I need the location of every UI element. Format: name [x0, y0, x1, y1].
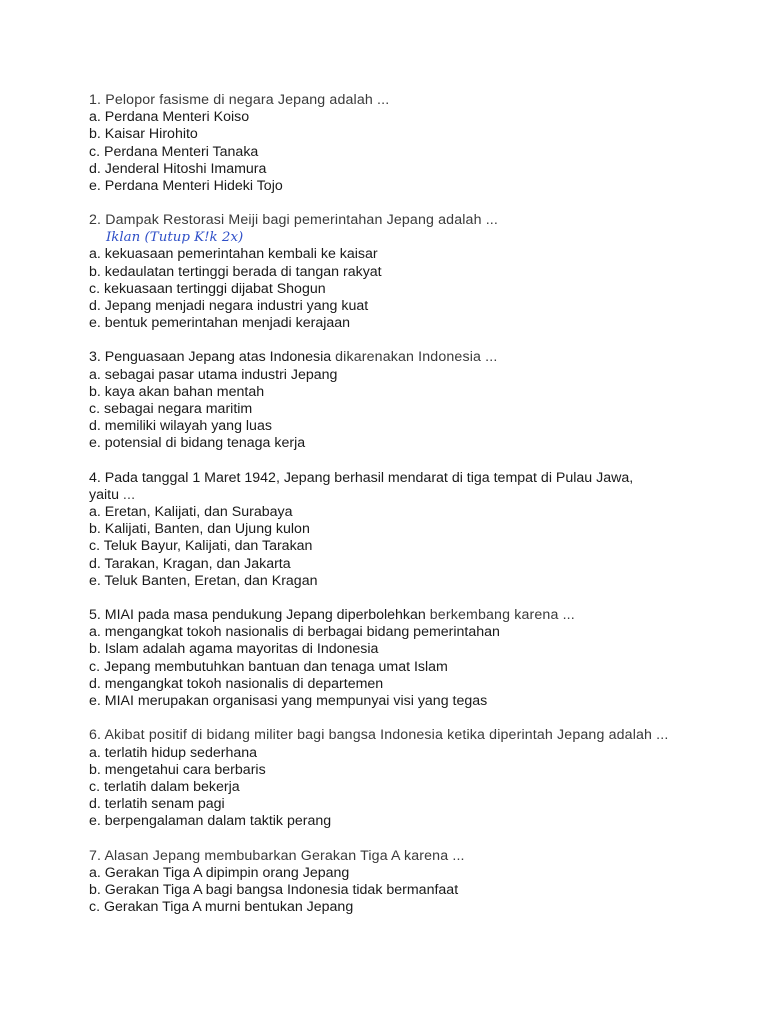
question-6-option-a: a. terlatih hidup sederhana — [89, 744, 258, 761]
question-3-option-d: d. memiliki wilayah yang luas — [89, 418, 272, 435]
question-7-stem — [89, 848, 729, 865]
quiz-content — [89, 92, 729, 933]
question-6-stem-text: 6. Akibat positif di bidang militer bagi bangsa Indonesia ketika diperintah Jepang adalah ... — [89, 727, 669, 744]
question-4-option-d: d. Tarakan, Kragan, dan Jakarta — [89, 555, 291, 572]
question-1-option-c: c. Perdana Menteri Tanaka — [89, 143, 259, 160]
question-2 — [89, 212, 729, 332]
question-6-option-d: d. terlatih senam pagi — [89, 796, 225, 813]
question-2-option-c: c. kekuasaan tertinggi dijabat Shogun — [89, 280, 326, 297]
question-3-option-a: a. sebagai pasar utama industri Jepang — [89, 366, 338, 383]
question-7-stem-text: 7. Alasan Jepang membubarkan Gerakan Tiga A karena ... — [89, 847, 465, 864]
question-7-option-a: a. Gerakan Tiga A dipimpin orang Jepang — [89, 864, 350, 881]
question-5-option-a: a. mengangkat tokoh nasionalis di berbagai bidang pemerintahan — [89, 624, 500, 641]
question-2-stem — [89, 212, 729, 229]
question-4-option-e: e. Teluk Banten, Eretan, dan Kragan — [89, 572, 318, 589]
question-2-option-e: e. bentuk pemerintahan menjadi kerajaan — [89, 315, 351, 332]
question-3-option-c: c. sebagai negara maritim — [89, 401, 253, 418]
question-5-option-d: d. mengangkat tokoh nasionalis di departemen — [89, 675, 384, 692]
question-1-option-d: d. Jenderal Hitoshi Imamura — [89, 160, 267, 177]
question-3-stem — [89, 349, 729, 366]
question-7 — [89, 848, 729, 917]
question-5-stem — [89, 607, 729, 624]
question-5 — [89, 607, 729, 710]
question-4-stem-text: 4. Pada tanggal 1 Maret 1942, Jepang berhasil mendarat di tiga tempat di Pulau Jawa, yaitu — [89, 469, 634, 503]
question-2-option-a: a. kekuasaan pemerintahan kembali ke kaisar — [89, 246, 378, 263]
question-4-option-a: a. Eretan, Kalijati, dan Surabaya — [89, 504, 293, 521]
question-5-option-c: c. Jepang membutuhkan bantuan dan tenaga umat Islam — [89, 658, 448, 675]
question-1-option-e: e. Perdana Menteri Hideki Tojo — [89, 178, 283, 195]
question-6-option-c: c. terlatih dalam bekerja — [89, 778, 240, 795]
question-5-option-b: b. Islam adalah agama mayoritas di Indonesia — [89, 641, 379, 658]
question-6 — [89, 727, 729, 830]
question-7-option-c: c. Gerakan Tiga A murni bentukan Jepang — [89, 899, 354, 916]
question-6-stem — [89, 727, 729, 744]
question-4-stem — [89, 470, 659, 504]
question-3-stem-text: 3. Penguasaan Jepang atas Indonesia — [89, 349, 336, 366]
question-6-option-b: b. mengetahui cara berbaris — [89, 761, 266, 778]
question-1-option-a: a. Perdana Menteri Koiso — [89, 109, 250, 126]
question-7-option-b: b. Gerakan Tiga A bagi bangsa Indonesia tidak bermanfaat — [89, 881, 459, 898]
question-4-option-c: c. Teluk Bayur, Kalijati, dan Tarakan — [89, 538, 313, 555]
question-5-stem-text: 5. MIAI pada masa pendukung Jepang diperbolehkan — [89, 607, 430, 624]
question-1-stem-text: 1. Pelopor fasisme di negara Jepang adalah ... — [89, 92, 390, 108]
question-4-stem-continuation: ... — [122, 486, 136, 503]
question-6-option-e: e. berpengalaman dalam taktik perang — [89, 813, 332, 830]
question-1-stem — [89, 92, 729, 109]
question-5-stem-continuation: berkembang karena ... — [429, 607, 575, 624]
question-4 — [89, 470, 729, 590]
question-3 — [89, 349, 729, 452]
question-1 — [89, 92, 729, 195]
question-2-stem-text: 2. Dampak Restorasi Meiji bagi pemerintahan Jepang adalah ... — [89, 212, 498, 229]
question-2-option-d: d. Jepang menjadi negara industri yang kuat — [89, 298, 369, 315]
question-3-option-e: e. potensial di bidang tenaga kerja — [89, 435, 306, 452]
question-1-option-b: b. Kaisar Hirohito — [89, 126, 198, 143]
question-3-stem-continuation: dikarenakan Indonesia ... — [335, 349, 498, 366]
question-5-option-e: e. MIAI merupakan organisasi yang mempunyai visi yang tegas — [89, 693, 488, 710]
question-2-option-b: b. kedaulatan tertinggi berada di tangan rakyat — [89, 263, 382, 280]
question-3-option-b: b. kaya akan bahan mentah — [89, 383, 265, 400]
question-4-option-b: b. Kalijati, Banten, dan Ujung kulon — [89, 521, 310, 538]
ad-close-link[interactable]: Iklan (Tutup K!k 2x) — [106, 230, 244, 246]
